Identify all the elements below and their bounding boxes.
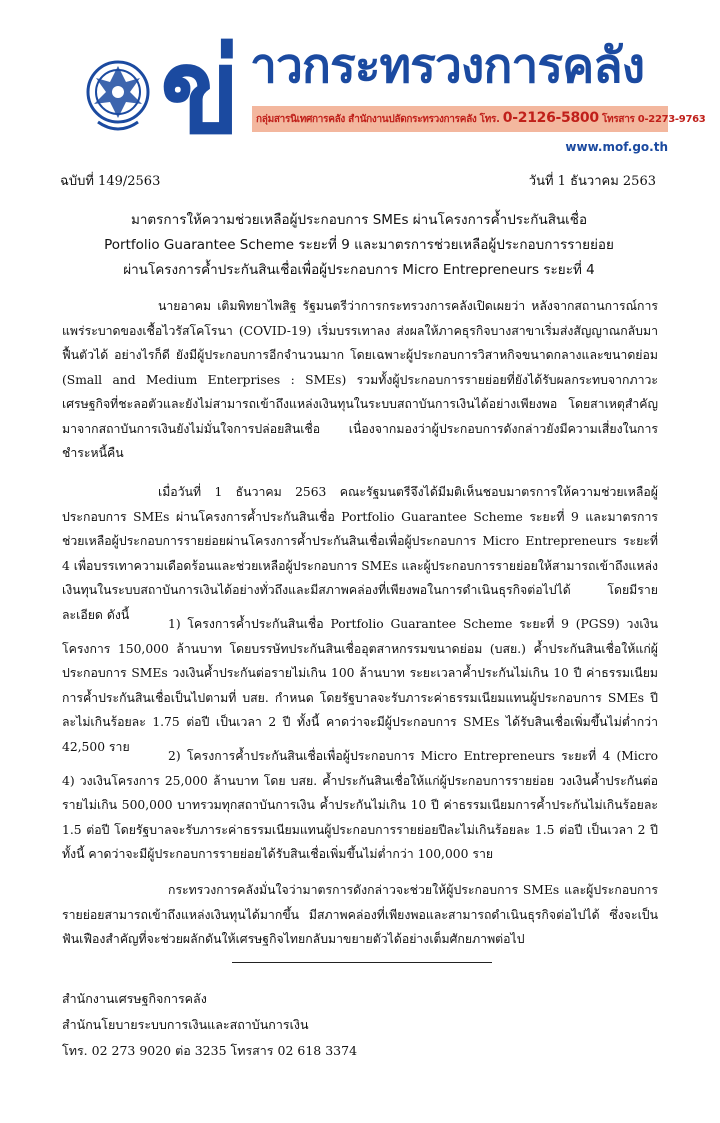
paragraph-2-text: เมื่อวันที่ 1 ธันวาคม 2563 คณะรัฐมนตรีจึงได้มีมติเห็นชอบมาตรการให้ความช่วยเหลือผู้ประกอบการ SMEs ผ่านโครงการค้ำประกันสินเชื่อ Portfolio Guarantee Scheme ระยะที่ 9 และมาตรการช่วยเหลือผู้ประกอบการรายย่อยผ่านโครงการค้ำประกันสินเชื่อเพื่อผู้ประกอบการ Micro Entrepreneurs ระยะที่ 4 เพื่อบรรเทาความเดือดร้อนและช่วยเหลือผู้ประกอบการ SMEs และผู้ประกอบการรายย่อยให้สามารถเข้าถึงแหล่งเงินทุนในระบบสถาบันการเงินได้อย่างทั่วถึงและมีสภาพคล่องที่เพียงพอในการดำเนินธุรกิจต่อไปได้ โดยมีรายละเอียด ดังนี้ (62, 485, 658, 622)
paragraph-2 (62, 480, 658, 627)
brand-title: าวกระทรวงการคลัง (250, 38, 645, 94)
website-link[interactable]: www.mof.go.th (565, 140, 668, 154)
paragraph-3 (62, 612, 658, 759)
paragraph-4-text: 2) โครงการค้ำประกันสินเชื่อเพื่อผู้ประกอบการ Micro Entrepreneurs ระยะที่ 4 (Micro 4) วงเงินโครงการ 25,000 ล้านบาท โดย บสย. ค้ำประกันสินเชื่อให้แก่ผู้ประกอบการรายย่อย วงเงินค้ำประกันต่อรายไม่เกิน 500,000 บาทรวมทุกสถาบันการเงิน ค้ำประกันไม่เกิน 10 ปี ค่าธรรมเนียมการค้ำประกันไม่เกินร้อยละ 1.5 ต่อปี โดยรัฐบาลจะรับภาระค่าธรรมเนียมแทนผู้ประกอบการรายย่อยปีละไม่เกินร้อยละ 1.5 ต่อปี เป็นเวลา 2 ปี ทั้งนี้ คาดว่าจะมีผู้ประกอบการรายย่อยได้รับสินเชื่อเพิ่มขึ้นไม่ต่ำกว่า 100,000 ราย (62, 749, 658, 861)
divider-line (232, 962, 492, 963)
contact-phone: 0-2126-5800 (502, 110, 599, 126)
issue-number: ฉบับที่ 149/2563 (60, 174, 161, 189)
contact-prefix: กลุ่มสารนิเทศการคลัง สำนักงานปลัดกระทรวงการคลัง โทร. (256, 114, 500, 125)
footer-office: สำนักงานเศรษฐกิจการคลัง (62, 991, 207, 1006)
paragraph-1 (62, 294, 658, 466)
garuda-emblem-icon (80, 52, 156, 136)
paragraph-5 (62, 878, 658, 952)
paragraph-4 (62, 744, 658, 867)
footer-department: สำนักนโยบายระบบการเงินและสถาบันการเงิน (62, 1017, 309, 1032)
document-title (60, 208, 658, 283)
paragraph-1-text: นายอาคม เติมพิทยาไพสิฐ รัฐมนตรีว่าการกระทรวงการคลังเปิดเผยว่า หลังจากสถานการณ์การแพร่ระบาดของเชื้อไวรัสโคโรนา (COVID-19) เริ่มบรรเทาลง ส่งผลให้ภาคธุรกิจบางสาขาเริ่มส่งสัญญาณกลับมาฟื้นตัวได้ อย่างไรก็ดี ยังมีผู้ประกอบการอีกจำนวนมาก โดยเฉพาะผู้ประกอบการวิสาหกิจขนาดกลางและขนาดย่อม (Small and Medium Enterprises : SMEs) รวมทั้งผู้ประกอบการรายย่อยที่ยังได้รับผลกระทบจากภาวะเศรษฐกิจที่ชะลอตัวและยังไม่สามารถเข้าถึงแหล่งเงินทุนในระบบสถาบันการเงินได้อย่างเพียงพอ โดยสาเหตุสำคัญมาจากสถาบันการเงินยังไม่มั่นใจการปล่อยสินเชื่อ เนื่องจากมองว่าผู้ประกอบการดังกล่าวยังมีความเสี่ยงในการชำระหนี้คืน (62, 299, 658, 460)
brand-first-letter: ข่ (160, 22, 237, 160)
issue-date: วันที่ 1 ธันวาคม 2563 (528, 174, 656, 189)
title-line-2: Portfolio Guarantee Scheme ระยะที่ 9 และมาตรการช่วยเหลือผู้ประกอบการรายย่อย (104, 237, 614, 253)
contact-info (256, 110, 706, 127)
footer-contact (62, 986, 357, 1064)
footer-phone: โทร. 02 273 9020 ต่อ 3235 โทรสาร 02 618 3374 (62, 1043, 358, 1058)
title-line-3: ผ่านโครงการค้ำประกันสินเชื่อเพื่อผู้ประกอบการ Micro Entrepreneurs ระยะที่ 4 (123, 262, 595, 278)
title-line-1: มาตรการให้ความช่วยเหลือผู้ประกอบการ SMEs ผ่านโครงการค้ำประกันสินเชื่อ (130, 212, 588, 228)
masthead (0, 0, 720, 160)
paragraph-5-text: กระทรวงการคลังมั่นใจว่ามาตรการดังกล่าวจะช่วยให้ผู้ประกอบการ SMEs และผู้ประกอบการรายย่อยสามารถเข้าถึงแหล่งเงินทุนได้มากขึ้น มีสภาพคล่องที่เพียงพอและสามารถดำเนินธุรกิจต่อไปได้ ซึ่งจะเป็นฟันเฟืองสำคัญที่จะช่วยผลักดันให้เศรษฐกิจไทยกลับมาขยายตัวได้อย่างเต็มศักยภาพต่อไป (62, 883, 658, 946)
contact-fax: โทรสาร 0-2273-9763 (601, 114, 706, 125)
paragraph-3-text: 1) โครงการค้ำประกันสินเชื่อ Portfolio Guarantee Scheme ระยะที่ 9 (PGS9) วงเงินโครงการ 150,000 ล้านบาท โดยบรรษัทประกันสินเชื่ออุตสาหกรรมขนาดย่อม (บสย.) ค้ำประกันสินเชื่อให้แก่ผู้ประกอบการ SMEs วงเงินค้ำประกันต่อรายไม่เกิน 100 ล้านบาท ระยะเวลาค้ำประกันไม่เกิน 10 ปี ค่าธรรมเนียมการค้ำประกันสินเชื่อเป็นไปตามที่ บสย. กำหนด โดยรัฐบาลจะรับภาระค่าธรรมเนียมแทนผู้ประกอบการ SMEs ปีละไม่เกินร้อยละ 1.75 ต่อปี เป็นเวลา 2 ปี ทั้งนี้ คาดว่าจะมีผู้ประกอบการ SMEs ได้รับสินเชื่อเพิ่มขึ้นไม่ต่ำกว่า 42,500 ราย (62, 617, 658, 754)
